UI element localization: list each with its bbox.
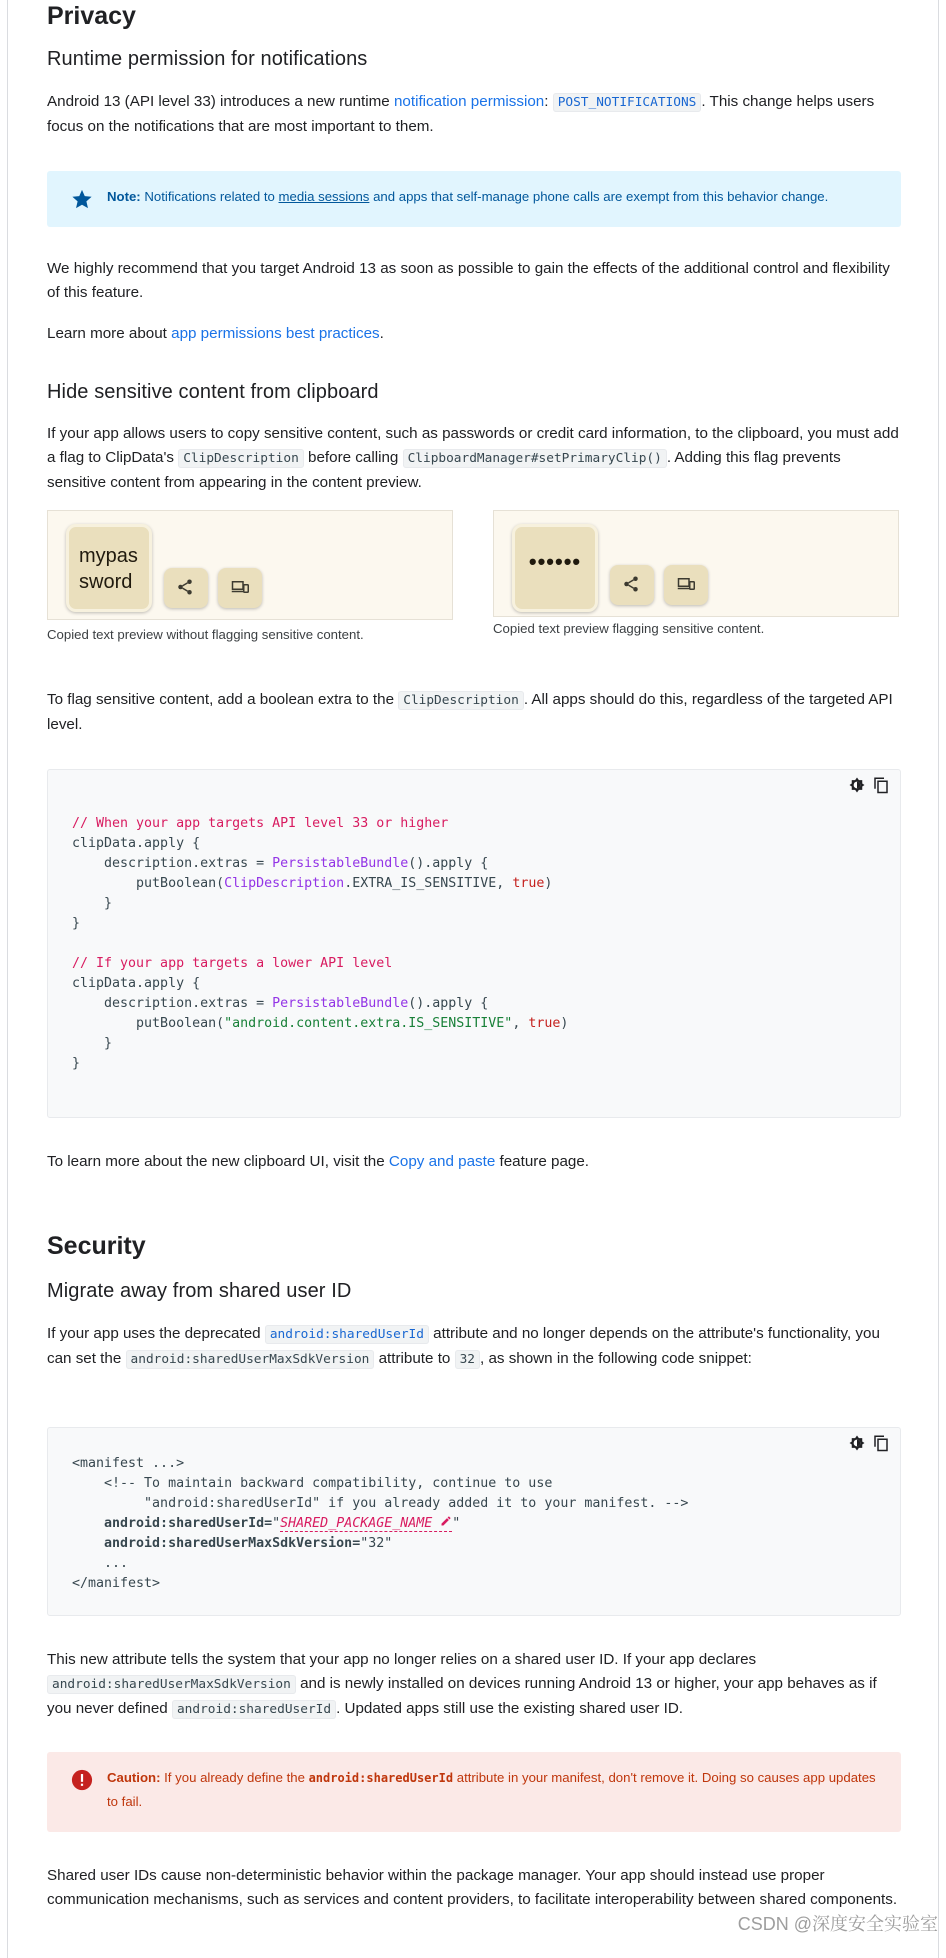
watermark: CSDN @深度安全实验室 xyxy=(737,1914,938,1934)
devices-icon xyxy=(676,575,696,593)
figure-flagged xyxy=(493,510,899,636)
notifications-intro xyxy=(47,90,901,139)
copy-icon[interactable] xyxy=(872,1434,890,1452)
share-icon xyxy=(622,575,640,593)
code-text: <manifest ...> <!-- To maintain backward compatibility, continue to use "android:sharedUserId" if you already added it to your manifest. --> android:sharedUserId="SHARED_PACKAGE_NAME " android:sharedUserMaxSdkVersion="32" ... </manifest> xyxy=(72,1456,689,1591)
notification-permission-link[interactable]: notification permission xyxy=(393,93,545,110)
shared-uid-heading: Migrate away from shared user ID xyxy=(47,1280,352,1302)
caution-label: Caution: xyxy=(107,1770,161,1785)
star-icon xyxy=(71,188,93,210)
figure-unflagged xyxy=(47,510,453,642)
theme-toggle-icon[interactable] xyxy=(848,1434,866,1452)
shared-uid-text: This new attribute tells the system that your app no longer relies on a shared user ID. If your app declares xyxy=(47,1651,757,1668)
shareduserid-code[interactable]: android:sharedUserId xyxy=(265,1325,429,1344)
shared-uid-paragraph-1 xyxy=(47,1322,901,1372)
clipboard-preview-unflagged xyxy=(47,510,453,620)
shareduser-maxsdk-code[interactable]: android:sharedUserMaxSdkVersion xyxy=(47,1675,296,1694)
intro-text: Android 13 (API level 33) introduces a new runtime xyxy=(47,93,394,110)
shared-uid-text: and is newly installed on devices running Android 13 or higher, your app behaves as if you never defined xyxy=(47,1675,877,1717)
shared-uid-text: attribute and no longer depends on the attribute's functionality, you can set the xyxy=(47,1325,880,1367)
learn-text: feature page. xyxy=(495,1153,590,1170)
code-tools xyxy=(848,1434,890,1452)
text-preview-chip xyxy=(66,524,152,612)
clipboard-paragraph-1 xyxy=(47,422,901,495)
learn-text: To learn more about the new clipboard UI, visit the xyxy=(47,1153,389,1170)
clipboard-heading: Hide sensitive content from clipboard xyxy=(47,381,379,403)
error-icon xyxy=(71,1769,93,1791)
media-sessions-link[interactable]: media sessions xyxy=(278,189,370,204)
code-tools xyxy=(848,776,890,794)
clipdescription-code[interactable]: ClipDescription xyxy=(178,449,304,468)
pencil-icon xyxy=(440,1515,452,1527)
devices-icon xyxy=(230,578,250,596)
clipboard-text: To flag sensitive content, add a boolean extra to the xyxy=(47,691,399,708)
copy-paste-paragraph xyxy=(47,1150,901,1174)
note-callout xyxy=(47,171,901,227)
shareduserid-code: android:sharedUserId xyxy=(308,1771,454,1785)
shareduser-maxsdk-code[interactable]: android:sharedUserMaxSdkVersion xyxy=(126,1350,375,1369)
clipboard-paragraph-2 xyxy=(47,688,901,737)
send-to-device-button[interactable] xyxy=(664,565,708,605)
value-32-code[interactable]: 32 xyxy=(455,1350,480,1369)
code-text: // When your app targets API level 33 or higher clipData.apply { description.extras = PersistableBundle().apply { putBoolean(ClipDescription.EXTRA_IS_SENSITIVE, true) } } // If your app targets a lower API level clipData.apply { description.extras = PersistableBundle().apply { putBoolean("android.content.extra.IS_SENSITIVE", true) } } xyxy=(72,816,569,1071)
share-button[interactable] xyxy=(164,568,208,608)
privacy-heading: Privacy xyxy=(47,2,136,30)
note-text xyxy=(107,189,828,204)
clipboard-text: before calling xyxy=(303,449,403,466)
intro-text: : xyxy=(544,93,553,110)
learn-text: . xyxy=(379,325,384,342)
notifications-heading: Runtime permission for notifications xyxy=(47,48,368,70)
preview-text: mypas sword xyxy=(79,545,138,593)
clipboard-text: If your app allows users to copy sensitive content, such as passwords or credit card information, to the clipboard, you must add a flag to ClipData's xyxy=(47,425,899,466)
setprimaryclip-code[interactable]: ClipboardManager#setPrimaryClip() xyxy=(403,449,667,468)
shared-uid-text: , as shown in the following code snippet: xyxy=(480,1350,752,1367)
shared-uid-paragraph-2 xyxy=(47,1648,901,1722)
post-notifications-code[interactable]: POST_NOTIFICATIONS xyxy=(553,93,702,112)
masked-text: •••••• xyxy=(528,549,582,574)
clipboard-text: . Adding this flag prevents sensitive content from appearing in the content preview. xyxy=(47,449,841,491)
shared-uid-text: attribute to xyxy=(374,1350,455,1367)
recommend-paragraph: We highly recommend that you target Android 13 as soon as possible to gain the effects of the additional control and flexibility of this feature. xyxy=(47,260,890,301)
copy-and-paste-link[interactable]: Copy and paste xyxy=(388,1153,496,1170)
caution-callout xyxy=(47,1752,901,1832)
security-heading: Security xyxy=(47,1232,146,1260)
figure-caption: Copied text preview flagging sensitive content. xyxy=(493,621,765,636)
permissions-best-practices-link[interactable]: app permissions best practices xyxy=(171,325,380,342)
caution-text xyxy=(107,1766,877,1814)
shared-uid-text: If your app uses the deprecated xyxy=(47,1325,265,1342)
caution-text-part: attribute in your manifest, don't remove it. Doing so causes app updates to fail. xyxy=(107,1770,876,1809)
note-text-part: and apps that self-manage phone calls are exempt from this behavior change. xyxy=(369,189,829,204)
send-to-device-button[interactable] xyxy=(218,568,262,608)
caution-text-part: If you already define the xyxy=(160,1770,309,1785)
masked-preview-chip xyxy=(512,524,598,612)
shared-uid-text: . Updated apps still use the existing shared user ID. xyxy=(336,1700,684,1717)
shareduserid-code[interactable]: android:sharedUserId xyxy=(172,1700,336,1719)
share-button[interactable] xyxy=(610,565,654,605)
code-block-xml xyxy=(47,1427,901,1616)
code-block-kotlin xyxy=(47,769,901,1118)
shared-package-name-variable[interactable]: SHARED_PACKAGE_NAME xyxy=(280,1516,452,1532)
learn-more-paragraph xyxy=(47,322,901,346)
clipboard-text: . All apps should do this, regardless of the targeted API level. xyxy=(47,691,893,733)
clipboard-preview-flagged xyxy=(493,510,899,617)
learn-text: Learn more about xyxy=(47,325,172,342)
shared-uid-paragraph-3: Shared user IDs cause non-deterministic behavior within the package manager. Your app should instead use proper communication mechanisms, such as services and content providers, to facilitate interoperability between shared components. xyxy=(47,1867,898,1908)
intro-text: . This change helps users focus on the notifications that are most important to them. xyxy=(47,93,875,135)
note-label: Note: xyxy=(107,189,141,204)
note-text-part: Notifications related to xyxy=(140,189,279,204)
copy-icon[interactable] xyxy=(872,776,890,794)
share-icon xyxy=(176,578,194,596)
theme-toggle-icon[interactable] xyxy=(848,776,866,794)
figure-caption: Copied text preview without flagging sensitive content. xyxy=(47,627,364,642)
clipdescription-code[interactable]: ClipDescription xyxy=(398,691,524,710)
